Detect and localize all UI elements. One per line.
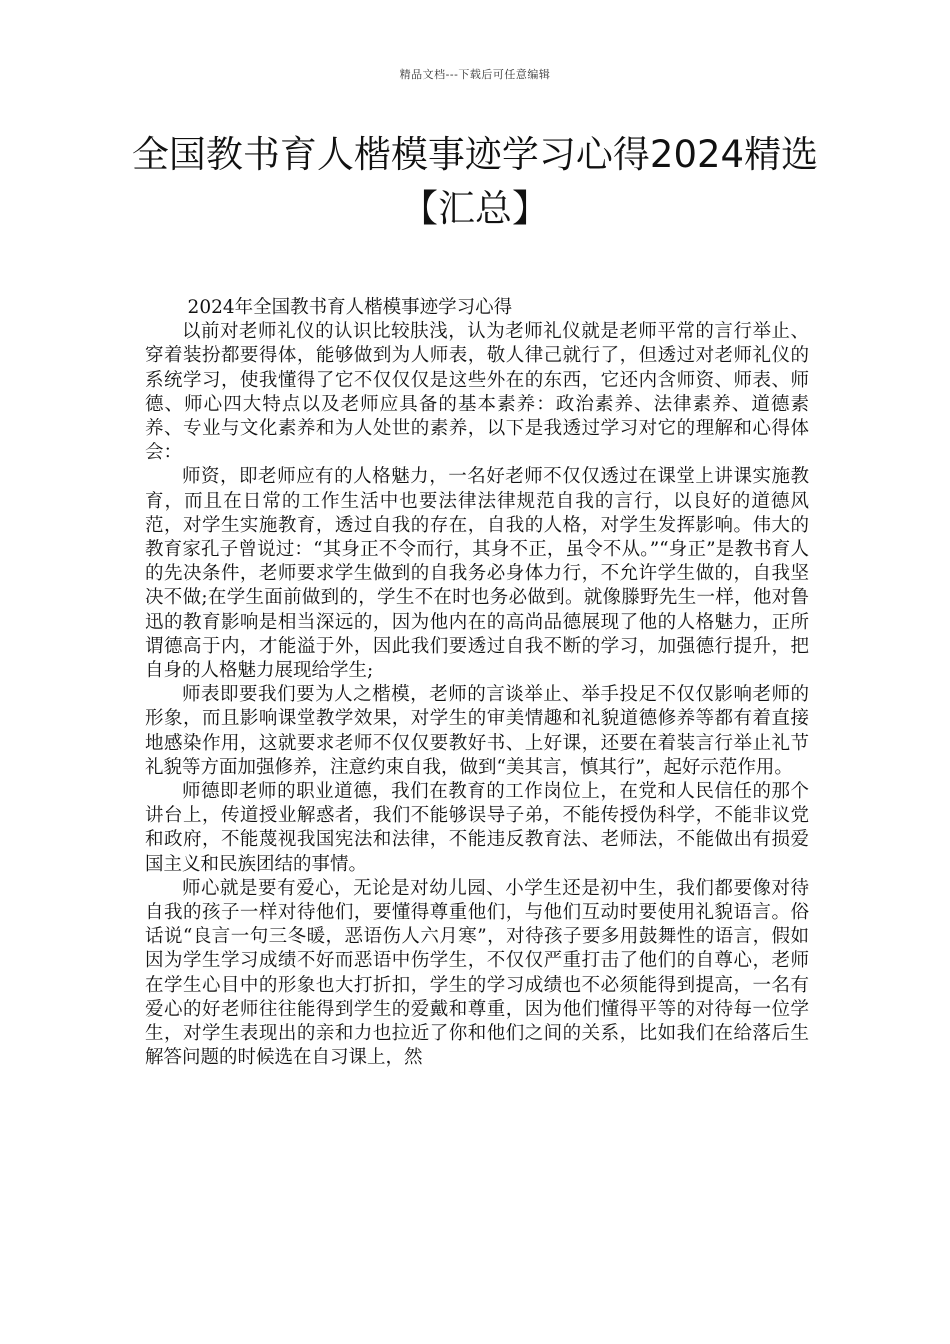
page-title: 全国教书育人楷模事迹学习心得2024精选【汇总】 (131, 133, 819, 230)
document-body (145, 296, 809, 1071)
paragraph-shibiao: 师表即要我们要为人之楷模，老师的言谈举止、举手投足不仅仅影响老师的形象，而且影响课堂教学效果，对学生的审美情趣和礼貌道德修养等都有着直接地感染作用，这就要求老师不仅仅要教好书、上好课，还要在着装言行举止礼节礼貌等方面加强修养，注意约束自我，做到“美其言，慎其行”，起好示范作用。 (145, 684, 809, 778)
header-note: 精品文档---下载后可任意编辑 (399, 68, 551, 81)
paragraph-intro: 以前对老师礼仪的认识比较肤浅，认为老师礼仪就是老师平常的言行举止、穿着装扮都要得体，能够做到为人师表，敬人律己就行了，但透过对老师礼仪的系统学习，使我懂得了它不仅仅仅是这些外在的东西，它还内含师资、师表、师德、师心四大特点以及老师应具备的基本素养：政治素养、法律素养、道德素养、专业与文化素养和为人处世的素养，以下是我透过学习对它的理解和心得体会： (145, 321, 809, 464)
paragraph-shixin: 师心就是要有爱心，无论是对幼儿园、小学生还是初中生，我们都要像对待自我的孩子一样对待他们，要懂得尊重他们，与他们互动时要使用礼貌语言。俗话说“良言一句三冬暖，恶语伤人六月寒”，对待孩子要多用鼓舞性的语言，假如因为学生学习成绩不好而恶语中伤学生，不仅仅严重打击了他们的自尊心，老师在学生心目中的形象也大打折扣，学生的学习成绩也不必须能得到提高，一名有爱心的好老师往往能得到学生的爱戴和尊重，因为他们懂得平等的对待每一位学生，对学生表现出的亲和力也拉近了你和他们之间的关系，比如我们在给落后生解答问题的时候选在自习课上，然 (145, 877, 809, 1069)
sub-heading: 2024年全国教书育人楷模事迹学习心得 (187, 297, 513, 318)
paragraph-shide: 师德即老师的职业道德，我们在教育的工作岗位上，在党和人民信任的那个讲台上，传道授业解惑者，我们不能够误导子弟，不能传授伪科学，不能非议党和政府，不能蔑视我国宪法和法律，不能违反教育法、老师法，不能做出有损爱国主义和民族团结的事情。 (145, 781, 809, 875)
paragraph-shizi: 师资，即老师应有的人格魅力，一名好老师不仅仅透过在课堂上讲课实施教育，而且在日常的工作生活中也要法律法律规范自我的言行，以良好的道德风范，对学生实施教育，透过自我的存在，自我的人格，对学生发挥影响。伟大的教育家孔子曾说过：“其身正不令而行，其身不正，虽令不从。”“身正”是教书育人的先决条件，老师要求学生做到的自我务必身体力行，不允许学生做的，自我坚决不做;在学生面前做到的，学生不在时也务必做到。就像滕野先生一样，他对鲁迅的教育影响是相当深远的，因为他内在的高尚品德展现了他的人格魅力，正所谓德高于内，才能溢于外，因此我们要透过自我不断的学习，加强德行提升，把自身的人格魅力展现给学生; (145, 466, 809, 682)
